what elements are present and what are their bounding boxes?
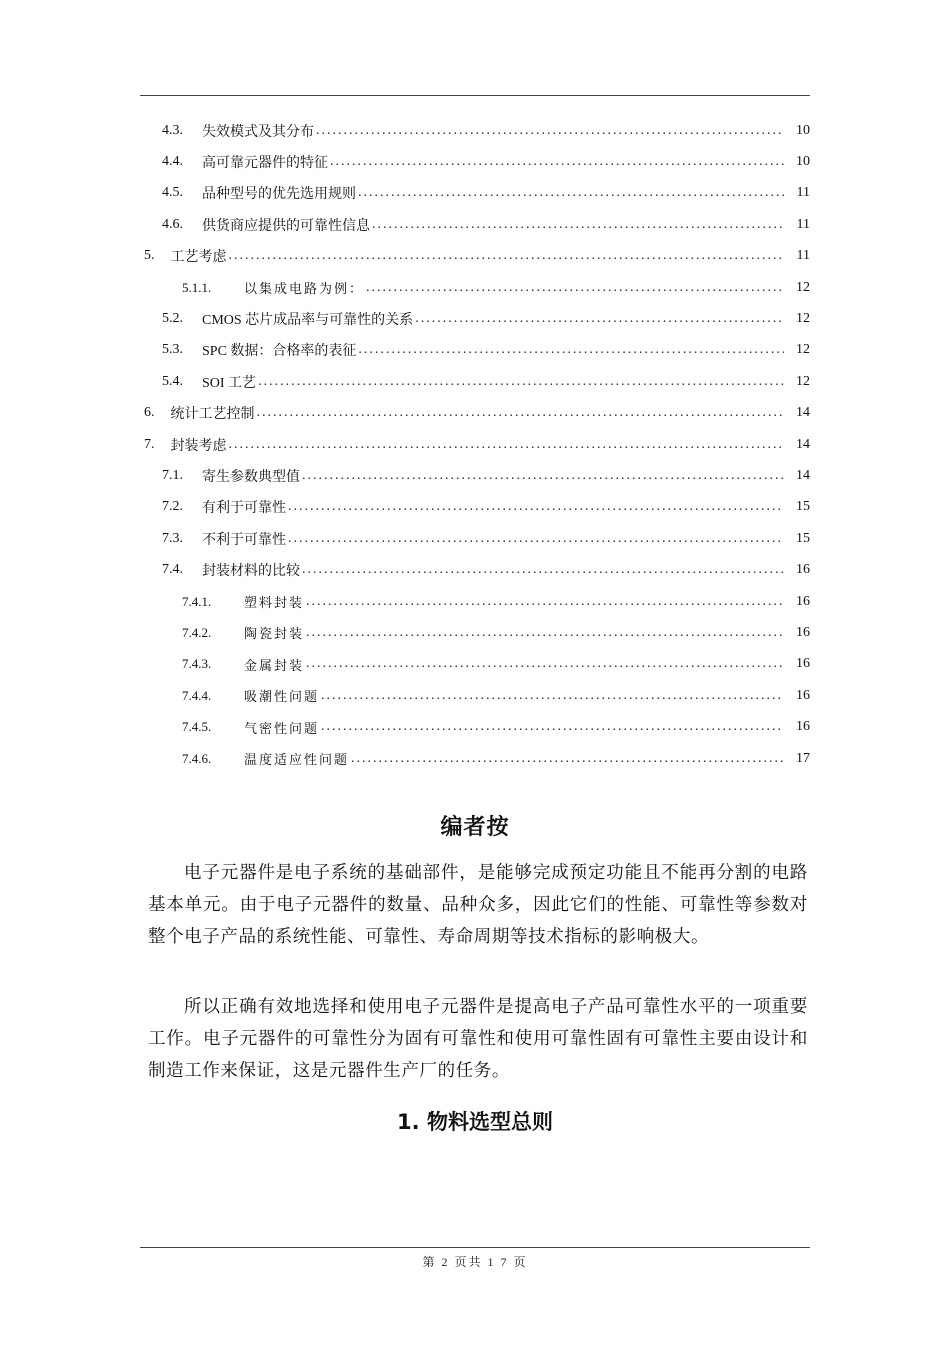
toc-entry-title: 品种型号的优先选用规则 [202,187,356,203]
toc-entry-title: 以集成电路为例： [244,281,365,297]
toc-leader-dots [258,374,784,390]
toc-entry-number: 7.3. [162,530,183,546]
toc-entry-number: 4.4. [162,154,183,170]
toc-entry-title: SOI 工艺 [202,375,257,391]
toc-entry-page: 15 [796,530,810,546]
toc-entry-title: 吸潮性问题 [244,689,320,705]
toc-entry-page: 12 [796,342,810,358]
toc-entry-page: 10 [796,154,810,170]
toc-entry[interactable] [140,335,810,366]
toc-leader-dots [321,688,784,704]
toc-entry-title: 失效模式及其分布 [202,124,314,140]
toc-entry-title: 金属封装 [244,657,305,673]
toc-entry-number: 5.2. [162,311,183,327]
toc-entry-number: 7.4.1. [182,593,212,609]
toc-entry[interactable] [140,178,810,209]
toc-entry-number: 4.6. [162,216,183,232]
toc-entry-page: 16 [796,687,810,703]
editor-note-heading: 编者按 [440,815,510,840]
toc-leader-dots [257,405,785,421]
toc-entry[interactable] [140,649,810,680]
toc-entry-number: 4.5. [162,185,183,201]
toc-leader-dots [366,280,784,296]
toc-entry[interactable] [140,429,810,460]
toc-leader-dots [415,311,784,327]
toc-entry[interactable] [140,743,810,774]
toc-leader-dots [302,562,784,578]
toc-entry[interactable] [140,241,810,272]
editor-note-paragraph-2: 所以正确有效地选择和使用电子元器件是提高电子产品可靠性水平的一项重要工作。电子元器件的可靠性分为固有可靠性和使用可靠性固有可靠性主要由设计和制造工作来保证，这是元器件生产厂的任务。 [148,996,808,1080]
toc-entry-title: CMOS 芯片成品率与可靠性的关系 [202,313,414,329]
toc-entry-title: 温度适应性问题 [244,752,350,767]
toc-entry[interactable] [140,460,810,491]
toc-entry-number: 4.3. [162,122,183,138]
toc-entry[interactable] [140,209,810,240]
toc-entry-number: 6. [144,405,155,421]
toc-leader-dots [321,719,784,735]
toc-entry-page: 12 [796,373,810,389]
toc-entry-page: 14 [796,436,810,452]
toc-entry[interactable] [140,711,810,742]
toc-leader-dots [316,123,784,139]
toc-entry-number: 7.4.3. [182,656,212,672]
toc-entry-number: 5.1.1. [182,279,212,295]
toc-entry-page: 12 [796,279,810,295]
toc-entry-number: 7. [144,436,155,452]
toc-entry-title: 寄生参数典型值 [202,469,300,485]
toc-entry[interactable] [140,115,810,146]
toc-entry-title: SPC 数据：合格率的表征 [202,344,357,360]
page-footer: 第 2 页共 1 7 页 [422,1255,528,1269]
toc-entry-page: 17 [796,750,810,766]
toc-leader-dots [288,531,784,547]
section-heading: 1. 物料选型总则 [397,1110,553,1134]
toc-entry[interactable] [140,554,810,585]
toc-leader-dots [372,217,784,233]
toc-leader-dots [306,594,784,610]
toc-entry-title: 供货商应提供的可靠性信息 [202,218,370,234]
toc-entry-page: 11 [796,216,810,232]
toc-leader-dots [358,185,784,201]
toc-entry-page: 10 [796,122,810,138]
toc-entry[interactable] [140,680,810,711]
toc-entry-number: 7.4.6. [182,750,212,766]
toc-entry-page: 15 [796,499,810,515]
toc-entry-number: 5. [144,248,155,264]
toc-entry[interactable] [140,303,810,334]
toc-entry-page: 12 [796,311,810,327]
toc-entry-page: 16 [796,562,810,578]
toc-entry[interactable] [140,272,810,303]
toc-entry-title: 封装材料的比较 [202,564,300,580]
toc-entry-number: 7.4.2. [182,624,212,640]
toc-entry-title: 封装考虑 [170,438,227,454]
toc-entry-page: 11 [796,185,810,201]
table-of-contents [140,115,810,774]
toc-leader-dots [302,468,784,484]
toc-entry-page: 16 [796,656,810,672]
toc-entry-number: 7.2. [162,499,183,515]
toc-leader-dots [306,656,784,672]
toc-entry-number: 7.4.5. [182,719,212,735]
toc-entry-number: 7.1. [162,467,183,483]
toc-entry-page: 14 [796,405,810,421]
toc-entry-page: 16 [796,593,810,609]
toc-entry-title: 不利于可靠性 [202,532,286,548]
toc-entry[interactable] [140,523,810,554]
toc-entry-page: 14 [796,467,810,483]
toc-entry[interactable] [140,366,810,397]
toc-leader-dots [229,248,785,264]
toc-entry-number: 5.4. [162,373,183,389]
toc-entry[interactable] [140,398,810,429]
toc-entry-page: 11 [796,248,810,264]
toc-entry[interactable] [140,617,810,648]
header-rule [140,95,810,96]
toc-entry-title: 气密性问题 [244,720,320,736]
toc-entry-title: 有利于可靠性 [202,501,286,517]
toc-entry-page: 16 [796,719,810,735]
toc-leader-dots [351,751,784,767]
toc-entry-number: 7.4. [162,562,183,578]
toc-leader-dots [306,625,784,641]
toc-leader-dots [330,154,784,170]
toc-entry-title: 统计工艺控制 [170,407,255,423]
toc-entry-title: 工艺考虑 [170,250,227,266]
editor-note-paragraph-1: 电子元器件是电子系统的基础部件，是能够完成预定功能且不能再分割的电路基本单元。由于电子元器件的数量、品种众多，因此它们的性能、可靠性等参数对整个电子产品的系统性能、可靠性、寿命周期等技术指标的影响极大。 [148,862,808,946]
toc-entry-number: 7.4.4. [182,687,212,703]
toc-entry-page: 16 [796,624,810,640]
toc-entry-number: 5.3. [162,342,183,358]
footer-rule [140,1247,810,1248]
toc-entry[interactable] [140,492,810,523]
toc-leader-dots [358,342,784,358]
toc-entry[interactable] [140,146,810,177]
toc-entry[interactable] [140,586,810,617]
toc-leader-dots [229,437,785,453]
toc-entry-title: 陶瓷封装 [244,626,305,642]
toc-leader-dots [288,499,784,515]
toc-entry-title: 塑料封装 [244,595,305,611]
toc-entry-title: 高可靠元器件的特征 [202,156,328,172]
